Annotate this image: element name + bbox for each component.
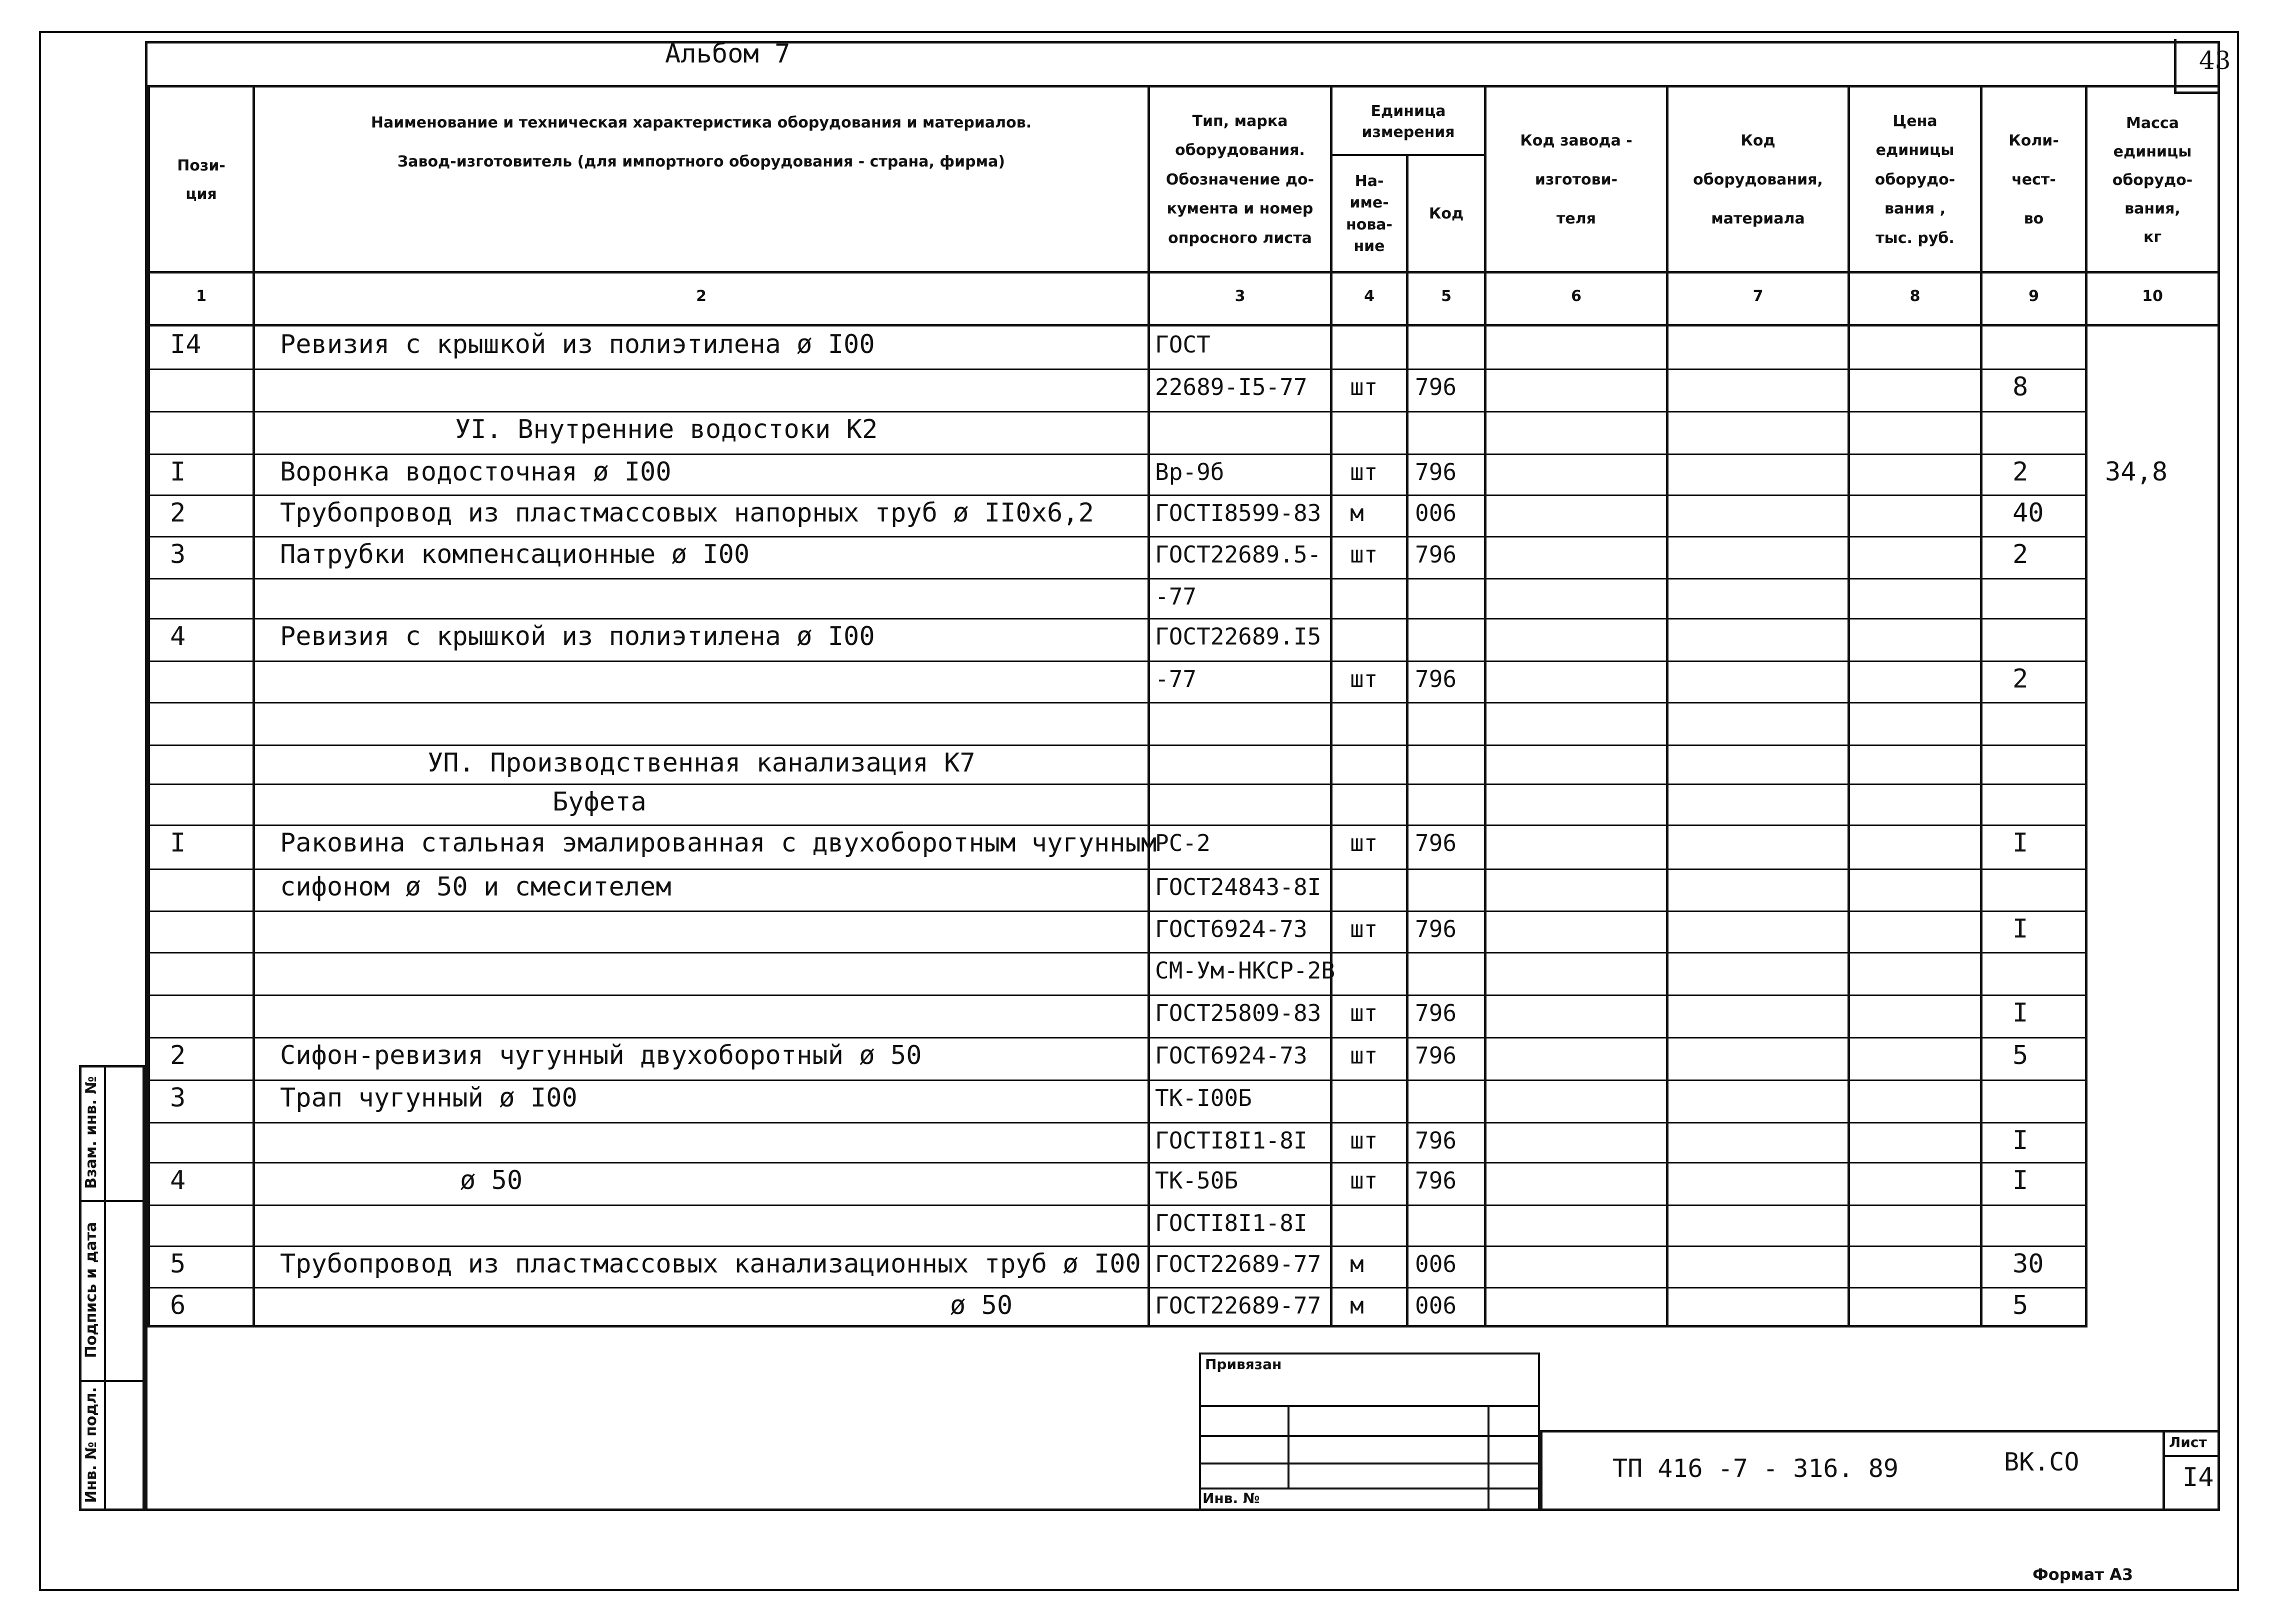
privyazan-vline-1 xyxy=(1288,1405,1290,1488)
row-name: Ревизия с крышкой из полиэтилена ø I00 xyxy=(280,330,875,360)
row-type: ГОСТ22689-77 xyxy=(1155,1250,1322,1278)
row-type: ГОСТ22689.5- xyxy=(1155,541,1322,568)
row-name: Трап чугунный ø I00 xyxy=(280,1083,578,1113)
header-name: Наименование и техническая характеристика оборудования и материалов. Завод-изготовитель (для импортного оборудования - страна, фирма) xyxy=(370,114,1032,170)
row-position: 4 xyxy=(170,1166,186,1196)
row-code: 796 xyxy=(1415,1042,1457,1069)
row-code: 796 xyxy=(1415,830,1457,856)
row-line xyxy=(148,578,2088,580)
stamp-left-line xyxy=(1540,1430,1542,1511)
header-position: Пози- ция xyxy=(177,157,226,203)
row-type: Вр-9б xyxy=(1155,458,1224,486)
row-position: 4 xyxy=(170,622,186,652)
header-material-code: Код оборудования, материала xyxy=(1693,132,1823,228)
row-line xyxy=(148,368,2088,370)
header-mass: Масса единицы оборудо- вания, кг xyxy=(2112,114,2193,246)
column-number: 8 xyxy=(1910,288,1920,305)
row-name: Трубопровод из пластмассовых канализационных труб ø I00 xyxy=(280,1249,1141,1279)
col-line-e xyxy=(1406,155,1408,1328)
row-line xyxy=(148,910,2088,912)
row-line xyxy=(148,1037,2088,1038)
col-line-c xyxy=(1148,85,1150,1328)
row-code: 796 xyxy=(1415,541,1457,568)
sheet-number: I4 xyxy=(2182,1462,2214,1492)
row-position: 2 xyxy=(170,498,186,528)
row-line xyxy=(148,1204,2088,1206)
row-type: ГОСТ24843-8I xyxy=(1155,874,1322,900)
row-type: ГОСТ6924-73 xyxy=(1155,916,1308,942)
row-type: РС-2 xyxy=(1155,830,1210,856)
column-number: 5 xyxy=(1441,288,1452,305)
row-type: ТК-I00Б xyxy=(1155,1084,1252,1112)
row-line xyxy=(148,411,2088,412)
row-unit: шт xyxy=(1350,374,1378,400)
row-code: 796 xyxy=(1415,916,1457,942)
row-type: СМ-Ум-НКСР-2В xyxy=(1155,957,1336,984)
row-quantity: 5 xyxy=(2012,1290,2028,1320)
row-type: ГОСТI8599-83 xyxy=(1155,500,1322,526)
row-code: 796 xyxy=(1415,1127,1457,1154)
row-line xyxy=(148,702,2088,704)
col-line-i xyxy=(1980,85,1982,1328)
row-quantity: 30 xyxy=(2012,1249,2044,1279)
row-line xyxy=(148,1246,2088,1247)
row-line xyxy=(148,494,2088,496)
row-line xyxy=(148,618,2088,620)
row-position: 3 xyxy=(170,540,186,570)
side-stamp-line-1 xyxy=(79,1200,145,1202)
row-code: 796 xyxy=(1415,458,1457,486)
row-position: 5 xyxy=(170,1249,186,1279)
row-name: Трубопровод из пластмассовых напорных труб ø II0x6,2 xyxy=(280,498,1094,528)
column-number: 6 xyxy=(1571,288,1582,305)
row-unit: шт xyxy=(1350,1167,1378,1194)
row-type: ГОСТI8I1-8I xyxy=(1155,1210,1308,1236)
table-top-line xyxy=(148,85,2218,88)
table-bottom-line xyxy=(148,1325,2088,1328)
row-code: 796 xyxy=(1415,374,1457,400)
row-unit: м xyxy=(1350,500,1364,526)
row-quantity: 2 xyxy=(2012,664,2028,694)
side-stamp-vzam: Взам. инв. № xyxy=(82,1076,100,1189)
row-unit: м xyxy=(1350,1250,1364,1278)
row-type: ГОСТ6924-73 xyxy=(1155,1042,1308,1069)
col-line-j xyxy=(2085,85,2088,1328)
unit-group-line xyxy=(1330,154,1486,156)
row-name: Патрубки компенсационные ø I00 xyxy=(280,540,750,570)
column-number: 9 xyxy=(2028,288,2039,305)
col-line-f xyxy=(1484,85,1486,1328)
row-code: 796 xyxy=(1415,1000,1457,1026)
row-line xyxy=(148,868,2088,870)
privyazan-vline-2 xyxy=(1488,1405,1490,1511)
header-unit-group: Единица измерения xyxy=(1362,102,1455,141)
side-stamp-inv-podl: Инв. № подл. xyxy=(82,1386,100,1504)
column-number: 10 xyxy=(2142,288,2163,305)
row-name: Раковина стальная эмалированная с двухоборотным чугунным xyxy=(280,828,1157,858)
page-number: 43 xyxy=(2199,46,2231,75)
column-number: 2 xyxy=(696,288,706,305)
col-line-a xyxy=(148,85,150,1328)
row-name: УI. Внутренние водостоки К2 xyxy=(455,414,878,444)
row-unit: шт xyxy=(1350,666,1378,692)
row-type: -77 xyxy=(1155,583,1197,610)
row-type: ГОСТ22689.I5 xyxy=(1155,623,1322,650)
col-line-b xyxy=(252,85,255,1328)
row-code: 006 xyxy=(1415,500,1457,526)
row-line xyxy=(148,784,2088,785)
col-line-g xyxy=(1666,85,1668,1328)
row-position: 6 xyxy=(170,1290,186,1320)
row-unit: шт xyxy=(1350,458,1378,486)
row-type: 22689-I5-77 xyxy=(1155,374,1308,400)
col-line-h xyxy=(1848,85,1850,1328)
row-name: Ревизия с крышкой из полиэтилена ø I00 xyxy=(280,622,875,652)
row-quantity: 8 xyxy=(2012,372,2028,402)
row-quantity: I xyxy=(2012,914,2028,944)
row-type: ГОСТ22689-77 xyxy=(1155,1292,1322,1319)
inv-no-label: Инв. № xyxy=(1202,1490,1260,1506)
row-line xyxy=(148,1122,2088,1124)
side-stamp-line-2 xyxy=(79,1380,145,1382)
format-label: Формат А3 xyxy=(2032,1565,2134,1584)
row-quantity: 2 xyxy=(2012,540,2028,570)
side-stamp-podpis: Подпись и дата xyxy=(82,1222,100,1358)
row-line xyxy=(148,536,2088,538)
row-name: Буфета xyxy=(552,787,646,817)
row-type: ГОСТI8I1-8I xyxy=(1155,1127,1308,1154)
row-quantity: 2 xyxy=(2012,457,2028,487)
header-price: Цена единицы оборудо- вания , тыс. руб. xyxy=(1874,112,1956,247)
row-type: ГОСТ xyxy=(1155,331,1210,358)
doc-code: ТП 416 -7 - 316. 89 xyxy=(1612,1454,1898,1483)
row-line xyxy=(148,952,2088,954)
row-line xyxy=(148,660,2088,662)
row-line xyxy=(148,824,2088,826)
row-unit: шт xyxy=(1350,1127,1378,1154)
header-factory-code: Код завода - изготови- теля xyxy=(1520,132,1632,228)
row-name: Сифон-ревизия чугунный двухоборотный ø 50 xyxy=(280,1040,922,1070)
side-stamp-split xyxy=(104,1065,106,1511)
sheet-box-line-v xyxy=(2162,1430,2165,1511)
row-line xyxy=(148,1287,2088,1288)
sheet-box-line-h xyxy=(2162,1455,2220,1457)
column-number: 1 xyxy=(196,288,206,305)
row-position: 2 xyxy=(170,1040,186,1070)
header-unit-code: Код xyxy=(1428,205,1464,222)
row-line xyxy=(148,454,2088,455)
row-unit: шт xyxy=(1350,916,1378,942)
row-line xyxy=(148,1080,2088,1081)
row-type: -77 xyxy=(1155,666,1197,692)
row-line xyxy=(148,994,2088,996)
numbers-row-line xyxy=(148,324,2218,326)
column-number: 7 xyxy=(1752,288,1764,305)
row-type: ГОСТ25809-83 xyxy=(1155,1000,1322,1026)
row-code: 006 xyxy=(1415,1292,1457,1319)
row-line xyxy=(148,744,2088,746)
row-code: 006 xyxy=(1415,1250,1457,1278)
row-name: ø 50 xyxy=(950,1290,1013,1320)
row-type: ТК-50Б xyxy=(1155,1167,1238,1194)
row-quantity: 5 xyxy=(2012,1040,2028,1070)
row-unit: шт xyxy=(1350,1000,1378,1026)
row-position: I xyxy=(170,457,186,487)
row-line xyxy=(148,1162,2088,1164)
row-unit: шт xyxy=(1350,830,1378,856)
row-name: сифоном ø 50 и смесителем xyxy=(280,872,672,902)
row-position: 3 xyxy=(170,1083,186,1113)
header-quantity: Коли- чест- во xyxy=(2008,132,2059,228)
sheet-label: Лист xyxy=(2169,1434,2207,1450)
row-unit: шт xyxy=(1350,1042,1378,1069)
row-quantity: 40 xyxy=(2012,498,2044,528)
row-code: 796 xyxy=(1415,666,1457,692)
privyazan-label: Привязан xyxy=(1205,1356,1282,1372)
row-quantity: I xyxy=(2012,1166,2028,1196)
header-type: Тип, марка оборудования. Обозначение до- кумента и номер опросного листа xyxy=(1166,112,1314,247)
row-unit: м xyxy=(1350,1292,1364,1319)
row-position: I xyxy=(170,828,186,858)
row-quantity: I xyxy=(2012,998,2028,1028)
row-mass: 34,8 xyxy=(2105,457,2168,487)
column-number: 4 xyxy=(1364,288,1374,305)
stamp-top-line xyxy=(1540,1430,2220,1432)
row-name: Воронка водосточная ø I00 xyxy=(280,457,672,487)
row-name: ø 50 xyxy=(460,1166,523,1196)
row-position: I4 xyxy=(170,330,202,360)
row-name: УП. Производственная канализация К7 xyxy=(428,748,976,778)
album-label: Альбом 7 xyxy=(665,39,790,69)
row-unit: шт xyxy=(1350,541,1378,568)
section-code: ВК.СО xyxy=(2004,1448,2080,1476)
row-code: 796 xyxy=(1415,1167,1457,1194)
row-quantity: I xyxy=(2012,1126,2028,1156)
column-number: 3 xyxy=(1234,288,1246,305)
col-line-d xyxy=(1330,85,1332,1328)
header-bottom-line xyxy=(148,271,2218,274)
header-unit-name: На- име- нова- ние xyxy=(1346,172,1393,255)
row-quantity: I xyxy=(2012,828,2028,858)
